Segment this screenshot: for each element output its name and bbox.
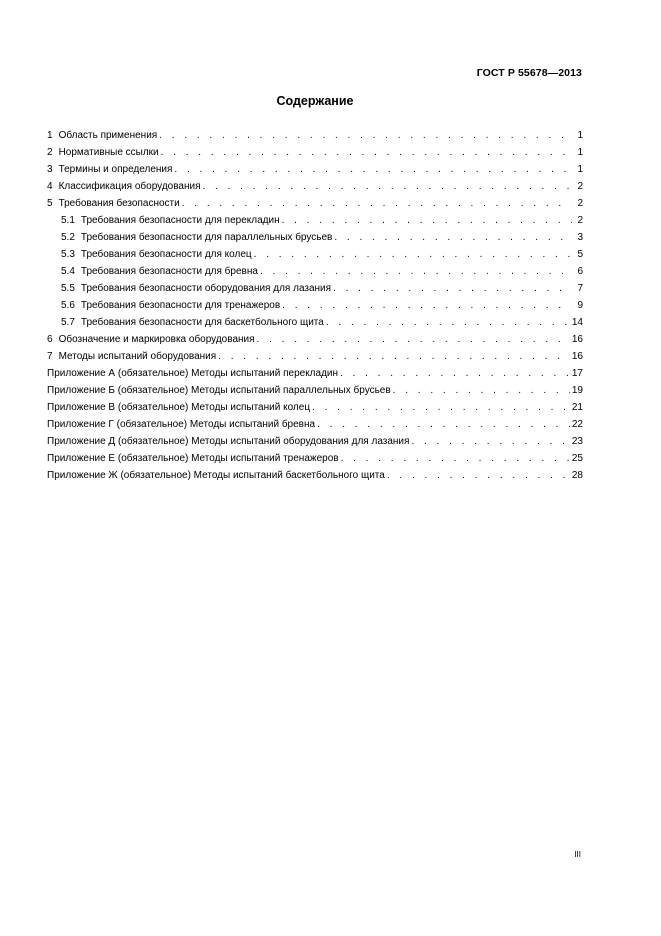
toc-entry-page: 23 (571, 436, 583, 447)
toc-entry-label: Приложение Е (обязательное) Методы испытаний тренажеров (47, 453, 339, 464)
toc-entry-page: 2 (577, 181, 583, 192)
toc-entry-page: 7 (577, 283, 583, 294)
toc-entry-label: Приложение Б (обязательное) Методы испытаний параллельных брусьев (47, 385, 391, 396)
toc-leader (334, 229, 572, 246)
toc-entry-page: 22 (571, 419, 583, 430)
toc-entry-label: Методы испытаний оборудования (58, 351, 217, 362)
toc-leader (387, 467, 570, 484)
toc-subentry[interactable] (47, 280, 583, 297)
toc-entry-page: 14 (571, 317, 583, 328)
toc-leader (260, 263, 572, 280)
toc-appendix[interactable] (47, 467, 583, 484)
toc-entry-number: 6 (47, 334, 53, 345)
toc-subentry[interactable] (47, 212, 583, 229)
toc-leader (159, 127, 572, 144)
toc-entry-label: Термины и определения (58, 164, 173, 175)
toc-subentry[interactable] (47, 297, 583, 314)
toc-leader (333, 280, 572, 297)
toc-leader (282, 212, 572, 229)
toc-entry-page: 1 (577, 130, 583, 141)
toc-leader (317, 416, 570, 433)
toc-entry-number: 4 (47, 181, 53, 192)
toc-entry[interactable] (47, 331, 583, 348)
toc-leader (218, 348, 570, 365)
toc-leader (326, 314, 570, 331)
toc-entry-label: Обозначение и маркировка оборудования (58, 334, 255, 345)
toc-entry-number: 5.4 (61, 266, 75, 277)
toc-entry[interactable] (47, 161, 583, 178)
toc-entry-label: Приложение Г (обязательное) Методы испытаний бревна (47, 419, 316, 430)
toc-entry-page: 19 (571, 385, 583, 396)
toc-leader (182, 195, 572, 212)
toc-entry-label: Приложение В (обязательное) Методы испытаний колец (47, 402, 311, 413)
toc-leader (254, 246, 572, 263)
toc-entry-page: 9 (577, 300, 583, 311)
toc-entry-page: 5 (577, 249, 583, 260)
toc-leader (393, 382, 570, 399)
page-number: III (574, 850, 581, 859)
toc-entry-label: Приложение А (обязательное) Методы испытаний перекладин (47, 368, 339, 379)
toc-entry-label: Требования безопасности для бревна (80, 266, 258, 277)
toc-entry-number: 5.6 (61, 300, 75, 311)
toc-leader (161, 144, 572, 161)
toc-leader (203, 178, 573, 195)
toc-entry-label: Требования безопасности (58, 198, 180, 209)
toc-entry[interactable] (47, 127, 583, 144)
toc-leader (174, 161, 572, 178)
toc-appendix[interactable] (47, 382, 583, 399)
toc-entry-page: 6 (577, 266, 583, 277)
toc-entry-page: 21 (571, 402, 583, 413)
toc-appendix[interactable] (47, 433, 583, 450)
page-title: Содержание (276, 94, 354, 108)
toc-entry-number: 3 (47, 164, 53, 175)
toc-entry-page: 2 (577, 198, 583, 209)
toc-entry-number: 5.3 (61, 249, 75, 260)
toc-subentry[interactable] (47, 263, 583, 280)
document-code: ГОСТ Р 55678—2013 (476, 67, 582, 79)
toc-subentry[interactable] (47, 246, 583, 263)
toc-leader (411, 433, 569, 450)
toc-entry[interactable] (47, 178, 583, 195)
toc-entry[interactable] (47, 144, 583, 161)
toc-appendix[interactable] (47, 399, 583, 416)
toc-entry-label: Требования безопасности для тренажеров (80, 300, 281, 311)
toc-entry-label: Приложение Ж (обязательное) Методы испытаний баскетбольного щита (47, 470, 385, 481)
toc-entry-page: 25 (571, 453, 583, 464)
toc-subentry[interactable] (47, 229, 583, 246)
toc-entry-page: 2 (577, 215, 583, 226)
toc-leader (312, 399, 570, 416)
toc-entry-page: 1 (577, 164, 583, 175)
toc-appendix[interactable] (47, 365, 583, 382)
toc-leader (341, 450, 570, 467)
toc-entry-number: 5.7 (61, 317, 75, 328)
toc-leader (340, 365, 570, 382)
toc-entry-label: Область применения (58, 130, 158, 141)
toc-entry[interactable] (47, 195, 583, 212)
toc-entry-label: Требования безопасности оборудования для лазания (80, 283, 332, 294)
toc-entry-number: 5.1 (61, 215, 75, 226)
toc-entry-page: 16 (571, 334, 583, 345)
toc-entry-label: Нормативные ссылки (58, 147, 159, 158)
toc-entry-label: Классификация оборудования (58, 181, 201, 192)
toc-entry-page: 16 (571, 351, 583, 362)
toc-entry-page: 28 (571, 470, 583, 481)
toc-entry-label: Требования безопасности для колец (80, 249, 252, 260)
toc-entry-label: Приложение Д (обязательное) Методы испытаний оборудования для лазания (47, 436, 410, 447)
toc-entry-label: Требования безопасности для баскетбольного щита (80, 317, 324, 328)
toc-entry-number: 5 (47, 198, 53, 209)
toc-entry-page: 1 (577, 147, 583, 158)
toc-appendix[interactable] (47, 450, 583, 467)
toc-leader (282, 297, 572, 314)
toc-entry-label: Требования безопасности для параллельных брусьев (80, 232, 333, 243)
toc-entry-number: 5.2 (61, 232, 75, 243)
toc-entry-page: 3 (577, 232, 583, 243)
toc-entry[interactable] (47, 348, 583, 365)
toc-subentry[interactable] (47, 314, 583, 331)
toc-appendix[interactable] (47, 416, 583, 433)
toc-entry-number: 7 (47, 351, 53, 362)
toc-entry-number: 5.5 (61, 283, 75, 294)
table-of-contents (47, 127, 583, 484)
toc-entry-number: 2 (47, 147, 53, 158)
toc-entry-label: Требования безопасности для перекладин (80, 215, 280, 226)
toc-entry-page: 17 (571, 368, 583, 379)
toc-entry-number: 1 (47, 130, 53, 141)
toc-leader (257, 331, 570, 348)
